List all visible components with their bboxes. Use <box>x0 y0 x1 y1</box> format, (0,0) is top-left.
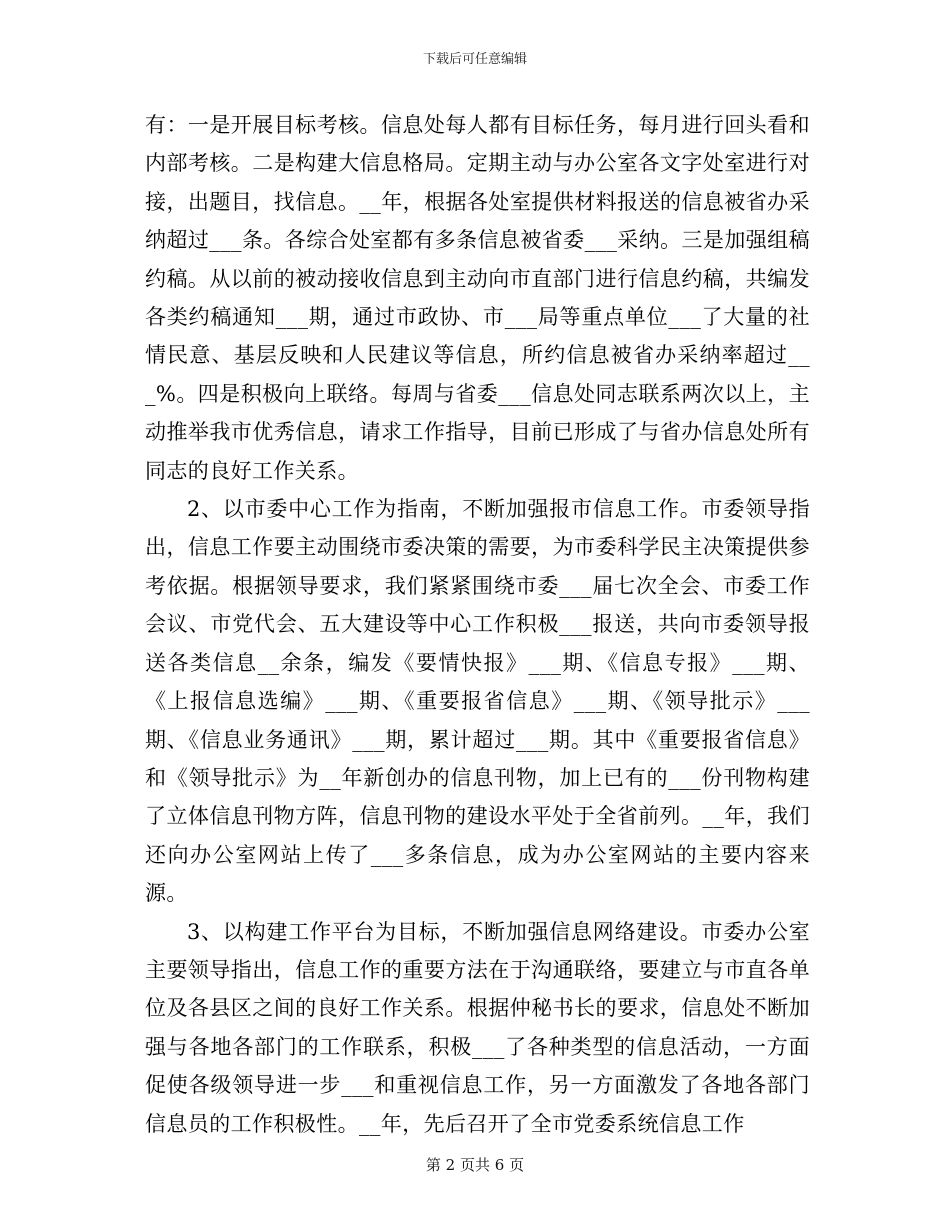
page-number: 第 2 页共 6 页 <box>425 1156 525 1174</box>
page-header: 下载后可任意编辑 <box>422 52 527 67</box>
document-body <box>145 106 810 1143</box>
paragraph-1: 有：一是开展目标考核。信息处每人都有目标任务，每月进行回头看和内部考核。二是构建大信息格局。定期主动与办公室各文字处室进行对接，出题目，找信息。__年，根据各处室提供材料报送的信息被省办采纳超过___条。各综合处室都有多条信息被省委___采纳。三是加强组稿约稿。从以前的被动接收信息到主动向市直部门进行信息约稿，共编发各类约稿通知___期，通过市政协、市___局等重点单位___了大量的社情民意、基层反映和人民建议等信息，所约信息被省办采纳率超过___%。四是积极向上联络。每周与省委___信息处同志联系两次以上，主动推举我市优秀信息，请求工作指导，目前已形成了与省办信息处所有同志的良好工作关系。 <box>145 113 810 483</box>
paragraph-3: 3、以构建工作平台为目标，不断加强信息网络建设。市委办公室主要领导指出，信息工作的重要方法在于沟通联络，要建立与市直各单位及各县区之间的良好工作关系。根据仲秘书长的要求，信息处不断加强与各地各部门的工作联系，积极___了各种类型的信息活动，一方面促使各级领导进一步___和重视信息工作，另一方面激发了各地各部门信息员的工作积极性。__年，先后召开了全市党委系统信息工作 <box>145 919 810 1136</box>
paragraph-2: 2、以市委中心工作为指南，不断加强报市信息工作。市委领导指出，信息工作要主动围绕市委决策的需要，为市委科学民主决策提供参考依据。根据领导要求，我们紧紧围绕市委___届七次全会、市委工作会议、市党代会、五大建设等中心工作积极___报送，共向市委领导报送各类信息__余条，编发《要情快报》___期、《信息专报》___期、《上报信息选编》___期、《重要报省信息》___期、《领导批示》___期、《信息业务通讯》___期，累计超过___期。其中《重要报省信息》和《领导批示》为__年新创办的信息刊物，加上已有的___份刊物构建了立体信息刊物方阵，信息刊物的建设水平处于全省前列。__年，我们还向办公室网站上传了___多条信息，成为办公室网站的主要内容来源。 <box>145 497 810 906</box>
